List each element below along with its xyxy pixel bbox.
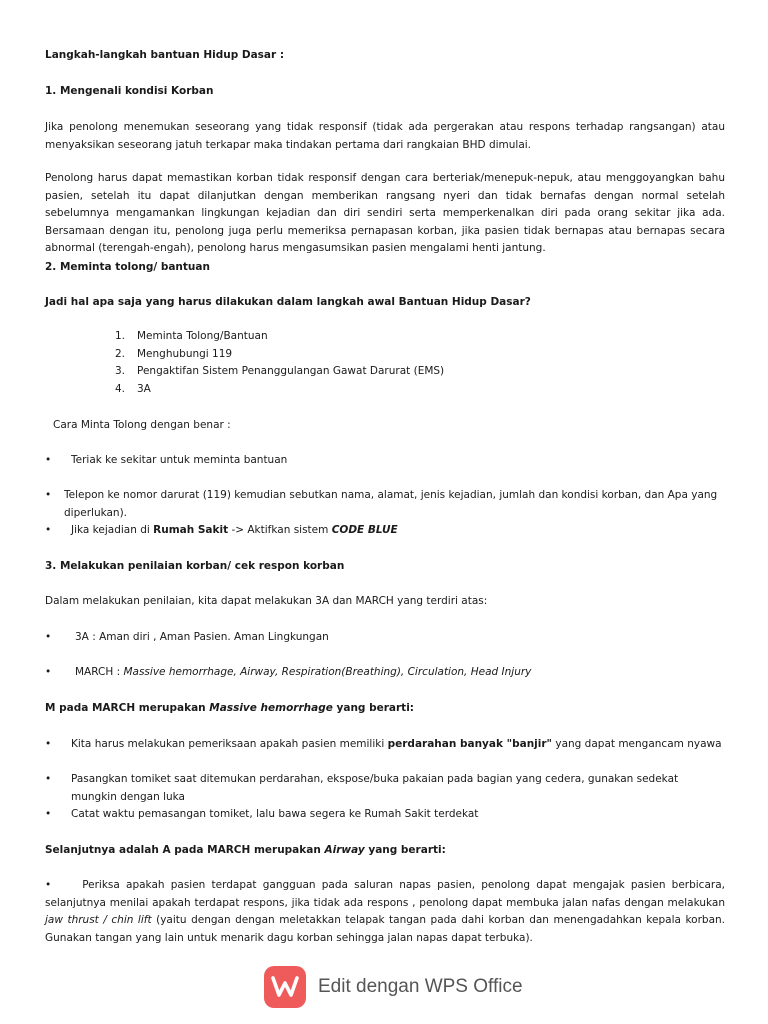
- section-1-heading: 1. Mengenali kondisi Korban: [45, 85, 214, 97]
- section-3-intro: Dalam melakukan penilaian, kita dapat melakukan 3A dan MARCH yang terdiri atas:: [45, 595, 488, 607]
- section-1-paragraph-1: Jika penolong menemukan seseorang yang tidak responsif (tidak ada pergerakan atau respons terhadap rangsangan) atau menyaksikan seseorang jatuh terkapar maka tindakan pertama dari rangkaian BHD dimulai.: [45, 121, 725, 151]
- bullet-item: • Jika kejadian di Rumah Sakit -> Aktifkan sistem CODE BLUE: [45, 524, 398, 536]
- list-item: 1. Meminta Tolong/Bantuan: [115, 330, 268, 342]
- bullet-item: • Kita harus melakukan pemeriksaan apakah pasien memiliki perdarahan banyak "banjir" yang dapat mengancam nyawa: [45, 738, 722, 750]
- list-item: 3. Pengaktifan Sistem Penanggulangan Gawat Darurat (EMS): [115, 365, 445, 377]
- section-2-heading: 2. Meminta tolong/ bantuan: [45, 261, 210, 273]
- section-1-paragraph-2: Penolong harus dapat memastikan korban tidak responsif dengan cara berteriak/menepuk-nepuk, atau menggoyangkan bahu pasien, setelah itu dapat dilanjutkan dengan memberikan rangsang nyeri dan tidak bernafas dengan normal setelah sebelumnya mengamankan lingkungan kejadian dan diri sendiri serta memperkenalkan diri pada orang sekitar jika ada. Bersamaan dengan itu, penolong juga perlu memeriksa pernapasan korban, jika pasien tidak bernapas atau bernapas secara abnormal (terengah-engah), penolong harus mengasumsikan pasien mengalami henti jantung.: [45, 172, 725, 254]
- a-march-paragraph: • Periksa apakah pasien terdapat gangguan pada saluran napas pasien, penolong dapat mengajak pasien berbicara, selanjutnya menilai apakah terdapat respons, jika tidak ada respons , penolong dapat membuka jalan nafas dengan melakukan jaw thrust / chin lift (yaitu dengan dengan meletakkan telapak tangan pada dahi korban dan menengadahkan kepala korban. Gunakan tangan yang lain untuk menarik dagu korban sehingga jalan napas dapat terbuka).: [45, 879, 725, 944]
- wps-w-glyph-icon: [271, 975, 299, 999]
- cara-minta-tolong-label: Cara Minta Tolong dengan benar :: [53, 419, 231, 431]
- document-title: Langkah-langkah bantuan Hidup Dasar :: [45, 49, 285, 61]
- bullet-item: • Catat waktu pemasangan tomiket, lalu bawa segera ke Rumah Sakit terdekat: [45, 808, 479, 820]
- bullet-item: • Pasangkan tomiket saat ditemukan perdarahan, ekspose/buka pakaian pada bagian yang cedera, gunakan sedekat mungkin dengan luka: [45, 773, 679, 803]
- section-3-heading: 3. Melakukan penilaian korban/ cek respon korban: [45, 560, 345, 572]
- wps-edit-banner[interactable]: [264, 966, 523, 1008]
- wps-logo-icon: [264, 966, 306, 1008]
- list-item: 4. 3A: [115, 382, 151, 395]
- a-march-heading: Selanjutnya adalah A pada MARCH merupakan Airway yang berarti:: [45, 844, 446, 856]
- wps-edit-label: Edit dengan WPS Office: [318, 976, 523, 997]
- numbered-list: [115, 328, 444, 398]
- bullet-item: • MARCH : Massive hemorrhage, Airway, Respiration(Breathing), Circulation, Head Injury: [45, 666, 532, 678]
- bullet-item: • 3A : Aman diri , Aman Pasien. Aman Lingkungan: [45, 631, 329, 643]
- list-item: 2. Menghubungi 119: [115, 347, 233, 360]
- m-march-heading: M pada MARCH merupakan Massive hemorrhage yang berarti:: [45, 702, 414, 714]
- bullet-item: • Telepon ke nomor darurat (119) kemudian sebutkan nama, alamat, jenis kejadian, jumlah dan kondisi korban, dan Apa yang diperlukan).: [45, 489, 718, 519]
- section-2-question: Jadi hal apa saja yang harus dilakukan dalam langkah awal Bantuan Hidup Dasar?: [45, 296, 531, 308]
- bullet-item: • Teriak ke sekitar untuk meminta bantuan: [45, 454, 288, 466]
